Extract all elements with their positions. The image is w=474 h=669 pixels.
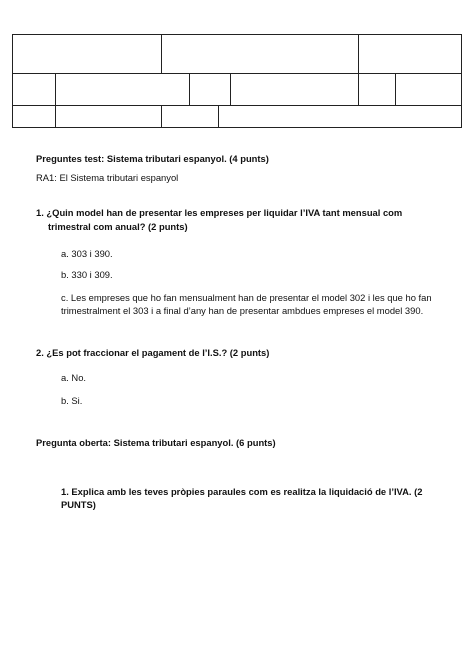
table-cell-divider bbox=[55, 105, 56, 127]
table-cell-divider bbox=[358, 34, 359, 73]
question-2-option-b: b. Si. bbox=[61, 395, 83, 406]
table-border-left bbox=[12, 34, 13, 128]
table-border-top bbox=[12, 34, 462, 35]
header-table bbox=[12, 34, 462, 128]
table-border-bottom bbox=[12, 127, 462, 128]
open-question-1-text-cont: PUNTS) bbox=[61, 499, 96, 510]
table-cell-divider bbox=[395, 73, 396, 105]
table-cell-divider bbox=[358, 73, 359, 105]
question-1-text: 1. ¿Quin model han de presentar les empreses per liquidar l’IVA tant mensual com bbox=[36, 207, 403, 218]
question-1-option-a: a. 303 i 390. bbox=[61, 248, 113, 259]
question-1-option-b: b. 330 i 309. bbox=[61, 269, 113, 280]
question-2-option-a: a. No. bbox=[61, 372, 87, 383]
question-1-text-cont: trimestral com anual? (2 punts) bbox=[48, 221, 188, 232]
question-2-text: 2. ¿Es pot fraccionar el pagament de l’I.S.? (2 punts) bbox=[36, 347, 270, 358]
table-cell-divider bbox=[161, 105, 162, 127]
table-cell-divider bbox=[218, 105, 219, 127]
table-cell-divider bbox=[189, 73, 190, 105]
question-1-option-c-cont: trimestralment el 303 i a final d’any han de presentar ambdues empreses el model 390. bbox=[61, 305, 424, 316]
table-row-divider-2 bbox=[12, 105, 462, 106]
learning-outcome-label: RA1: El Sistema tributari espanyol bbox=[36, 172, 179, 183]
open-question-1-text: 1. Explica amb les teves pròpies paraules com es realitza la liquidació de l’IVA. (2 bbox=[61, 486, 423, 497]
table-cell-divider bbox=[55, 73, 56, 105]
table-border-right bbox=[461, 34, 462, 128]
question-1-option-c: c. Les empreses que ho fan mensualment han de presentar el model 302 i les que ho fan bbox=[61, 292, 432, 303]
section-open-title: Pregunta oberta: Sistema tributari espanyol. (6 punts) bbox=[36, 437, 276, 448]
table-cell-divider bbox=[230, 73, 231, 105]
section-test-title: Preguntes test: Sistema tributari espanyol. (4 punts) bbox=[36, 153, 269, 164]
table-cell-divider bbox=[161, 34, 162, 73]
